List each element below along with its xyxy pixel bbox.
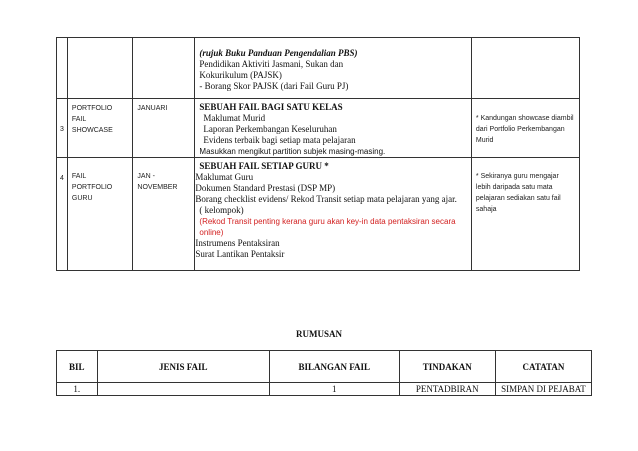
file-type-line: SHOWCASE (71, 127, 113, 134)
note-line: Murid (475, 137, 494, 144)
description-line: Maklumat Murid (203, 113, 266, 123)
column-header: JENIS FAIL (97, 351, 269, 383)
description-line: Pendidikan Aktiviti Jasmani, Sukan dan (199, 59, 344, 69)
table-row (57, 38, 580, 99)
table-cell (97, 383, 269, 396)
note-line: sahaja (475, 206, 497, 213)
row-heading: SEBUAH FAIL SETIAP GURU * (199, 161, 329, 171)
description-cell (195, 99, 472, 158)
row-heading: SEBUAH FAIL BAGI SATU KELAS (199, 102, 343, 112)
file-type-line: FAIL (71, 116, 87, 123)
description-line: Kokurikulum (PAJSK) (199, 70, 282, 80)
table-cell: PENTADBIRAN (399, 383, 495, 396)
table-row (57, 99, 580, 158)
description-cell (195, 38, 472, 99)
description-line: Surat Lantikan Pentaksir (195, 249, 285, 259)
description-line: ( kelompok) (199, 205, 244, 215)
column-header: BIL (57, 351, 98, 383)
column-header: CATATAN (495, 351, 591, 383)
file-type-line: PORTFOLIO (71, 105, 113, 112)
table-row (57, 383, 592, 396)
empty-cell (471, 38, 579, 99)
reference-line: (rujuk Buku Panduan Pengendalian PBS) (199, 48, 358, 58)
table-row (57, 158, 580, 271)
note-line: dari Portfolio Perkembangan (475, 126, 565, 133)
note-line: pelajaran sediakan satu fail (475, 195, 561, 202)
description-line: - Borang Skor PAJSK (dari Fail Guru PJ) (199, 81, 349, 91)
empty-cell (67, 38, 133, 99)
red-note-line: online) (199, 228, 224, 237)
row-number: 3 (57, 99, 68, 158)
description-line: Dokumen Standard Prestasi (DSP MP) (195, 183, 336, 193)
table-cell: 1. (57, 383, 98, 396)
month-cell: JAN - NOVEMBER (133, 158, 195, 271)
description-line: Masukkan mengikut partition subjek masing-masing. (199, 147, 386, 156)
note-line: * Kandungan showcase diambil (475, 115, 574, 122)
row-number: 4 (57, 158, 68, 271)
description-line: Evidens terbaik bagi setiap mata pelajaran (203, 135, 356, 145)
empty-cell (57, 38, 68, 99)
empty-cell (133, 38, 195, 99)
table-cell: 1 (269, 383, 399, 396)
month-cell: JANUARI (133, 99, 195, 158)
summary-table (56, 350, 592, 396)
description-line: Borang checklist evidens/ Rekod Transit setiap mata pelajaran yang ajar. (195, 194, 457, 204)
section-title: RUMUSAN (296, 329, 342, 339)
portfolio-table (56, 37, 580, 271)
table-cell: SIMPAN DI PEJABAT (495, 383, 591, 396)
file-type-line: PORTFOLIO (71, 184, 113, 191)
note-cell (471, 99, 579, 158)
file-type-cell (67, 99, 133, 158)
note-cell (471, 158, 579, 271)
description-line: Maklumat Guru (195, 172, 254, 182)
header-row (57, 351, 592, 383)
description-cell (195, 158, 472, 271)
note-line: lebih daripada satu mata (475, 184, 553, 191)
red-note-line: (Rekod Transit penting kerana guru akan key-in data pentaksiran secara (199, 217, 456, 226)
description-line: Instrumens Pentaksiran (195, 238, 280, 248)
file-type-line: GURU (71, 195, 93, 202)
column-header: TINDAKAN (399, 351, 495, 383)
file-type-line: FAIL (71, 173, 87, 180)
note-line: * Sekiranya guru mengajar (475, 173, 559, 180)
column-header: BILANGAN FAIL (269, 351, 399, 383)
file-type-cell (67, 158, 133, 271)
description-line: Laporan Perkembangan Keseluruhan (203, 124, 337, 134)
